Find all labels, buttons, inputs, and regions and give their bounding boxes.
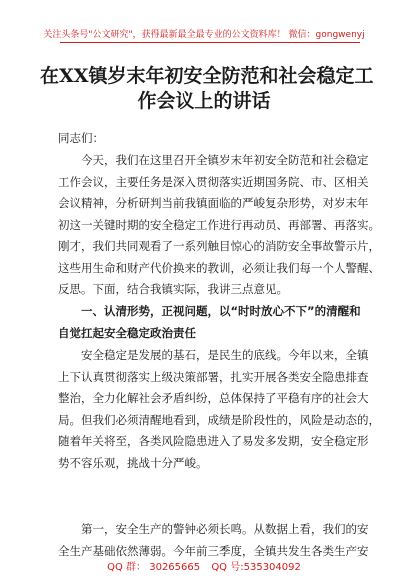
title-line-1: 在XX镇岁末年初安全防范和社会稳定工 [40,65,374,87]
title-line-2: 作会议上的讲话 [137,90,271,112]
text-line: 会议精神，分析研判当前我镇面临的严峻复杂形势，对岁末年 [58,196,369,210]
footer-qq-group: QQ 群： 30265665 [107,562,201,573]
paragraph-safety [58,519,370,562]
text-line: 这些用生命和财产代价换来的教训，必须让我们每一个人警醒、 [58,260,380,275]
text-line: 今天，我们在这里召开全镇岁末年初安全防范和社会稳定 [58,153,369,167]
text-line: 初这一关键时期的安全稳定工作进行再动员、再部署、再落实。 [58,217,380,232]
salutation: 同志们： [58,131,104,145]
paragraph-situation [58,345,380,474]
text-line: 势不容乐观，挑战十分严峻。 [58,455,208,470]
text-line: 整治，全力化解社会矛盾纠纷，总体保持了平稳有序的社会大 [58,391,369,405]
header-promo-note: 关注头条号"公文研究"，获得最新最全最专业的公文资料库！ 微信：gongwenyj [43,30,365,40]
paragraph-intro [58,150,380,301]
header-divider [60,42,360,43]
document-title [40,64,374,114]
text-line: 安全稳定是发展的基石，是民生的底线。今年以来，全镇 [58,348,369,362]
section-heading-1 [58,301,370,344]
text-line: 局。但我们必须清醒地看到，成绩是阶段性的，风险是动态的， [58,412,380,427]
heading-line: 一、认清形势，正视问题，以“时时放心不下”的清醒和 [58,304,361,318]
text-line: 刚才，我们共同观看了一系列触目惊心的消防安全事故警示片， [58,239,380,253]
text-line: 工作会议，主要任务是深入贯彻落实近期国务院、市、区相关 [58,174,369,189]
text-line: 随着年关将至，各类风险隐患进入了易发多发期，安全稳定形 [58,434,369,448]
footer-contact [0,558,408,573]
heading-line: 自觉扛起安全稳定政治责任 [58,325,196,340]
text-line: 全生产基础依然薄弱。今年前三季度，全镇共发生各类生产安 [58,543,369,558]
text-line: 上下认真贯彻落实上级决策部署，扎实开展各类安全隐患排查 [58,369,369,384]
text-line: 第一，安全生产的警钟必须长鸣。从数据上看，我们的安 [58,522,369,536]
footer-qq-number: QQ 号:535304092 [211,562,301,573]
text-line: 反思。下面，结合我镇实际，我讲三点意见。 [58,282,288,296]
